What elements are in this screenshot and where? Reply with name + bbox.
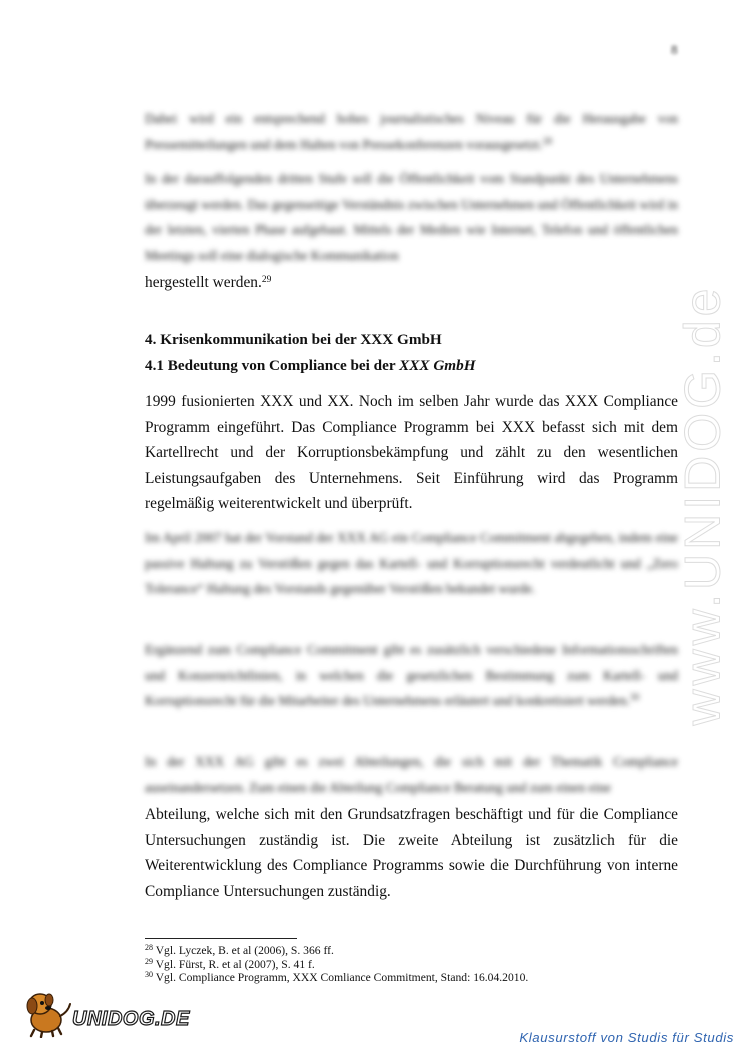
footnote-text: Vgl. Lyczek, B. et al (2006), S. 366 ff. [153, 944, 334, 957]
paragraph-2-blurred: In der darauffolgenden dritten Stufe soll die Öffentlichkeit vom Standpunkt des Unternehmens überzeugt werden. Das gegenseitige Verständnis zwischen Unternehmen und Öffentlichkeit wird in der letzten, vierten Phase aufgebaut. Mittels der Medien wie Internet, Telefon und öffentlichen Meetings soll eine dialogische Kommunikation [145, 171, 678, 263]
paragraph-5 [145, 637, 678, 714]
footnote-28 [145, 944, 528, 958]
dog-mascot-icon [18, 986, 78, 1038]
page-number: 8 [671, 42, 678, 57]
tagline: Klausurstoff von Studis für Studis [519, 1030, 734, 1045]
footnote-text: Vgl. Compliance Programm, XXX Comliance Commitment, Stand: 16.04.2010. [153, 971, 529, 985]
paragraph-4: Im April 2007 hat der Vorstand der XXX AG ein Compliance Commitment abgegeben, indem eine passive Haltung zu Verstößen gegen das Kartell- und Korruptionsrecht verdeutlicht und „Zero Tolerance“ Haltung des Vorstands gegenüber Verstößen bekundet wurde. [145, 530, 678, 597]
watermark-text: www.UNIDOG.de [674, 284, 730, 726]
paragraph-2-visible-text: hergestellt werden. [145, 274, 262, 292]
footnote-ref-30: 30 [629, 693, 640, 704]
footnotes [145, 944, 528, 985]
footnote-number: 28 [145, 943, 153, 952]
paragraph-1 [145, 106, 678, 157]
paragraph-5-text: Ergänzend zum Compliance Commitment gibt es zusätzlich verschiedene Informationsschriften und Konzernrichtlinien, in welchen die gesetzlichen Bestimmung zum Kartell- und Korruptionsrecht für die Mitarbeiter des Unternehmens erläutert und konkretisiert werden. [145, 642, 678, 709]
subsection-heading [145, 357, 476, 375]
footnote-30 [145, 971, 528, 985]
footnote-number: 29 [145, 956, 153, 966]
logo-text: UNIDOG.DE [72, 1007, 190, 1030]
paragraph-2 [145, 166, 678, 296]
paragraph-2-visible [145, 270, 678, 296]
paragraph-6 [145, 749, 678, 905]
subsection-heading-prefix: 4.1 Bedeutung von Compliance bei der [145, 357, 400, 374]
footnote-ref-28: 28 [542, 136, 553, 147]
footnote-29 [145, 958, 528, 972]
paragraph-6-visible: Abteilung, welche sich mit den Grundsatzfragen beschäftigt und für die Compliance Untersuchungen zuständig ist. Die zweite Abteilung ist zusätzlich für die Weiterentwicklung des Compliance Programms sowie die Durchführung von interne Compliance Untersuchungen zuständig. [145, 806, 678, 900]
paragraph-6-blurred: In der XXX AG gibt es zwei Abteilungen, die sich mit der Thematik Compliance auseinandersetzen. Zum einen die Abteilung Compliance Beratung und zum einen eine [145, 754, 678, 795]
footnote-ref-29: 29 [261, 275, 272, 286]
paragraph-3: 1999 fusionierten XXX und XX. Noch im selben Jahr wurde das XXX Compliance Programm eingeführt. Das Compliance Programm bei XXX befasst sich mit dem Kartellrecht und der Korruptionsbekämpfung und zählt zu den wesentlichen Leistungsaufgaben des Unternehmens. Seit Einführung wird das Programm regelmäßig weiterentwickelt und überprüft. [145, 393, 678, 513]
paragraph-1-text: Dabei wird ein entsprechend hohes journalistisches Niveau für die Herausgabe von Pressemitteilungen und dem Halten von Pressekonferenzen vorausgesetzt. [145, 111, 678, 152]
unidog-logo[interactable] [18, 986, 190, 1038]
footnote-text: Vgl. Fürst, R. et al (2007), S. 41 f. [153, 957, 315, 971]
section-heading: 4. Krisenkommunikation bei der XXX GmbH [145, 331, 442, 348]
subsection-heading-company: XXX GmbH [399, 357, 476, 374]
footnote-divider [145, 938, 297, 939]
footnote-number: 30 [145, 970, 153, 980]
